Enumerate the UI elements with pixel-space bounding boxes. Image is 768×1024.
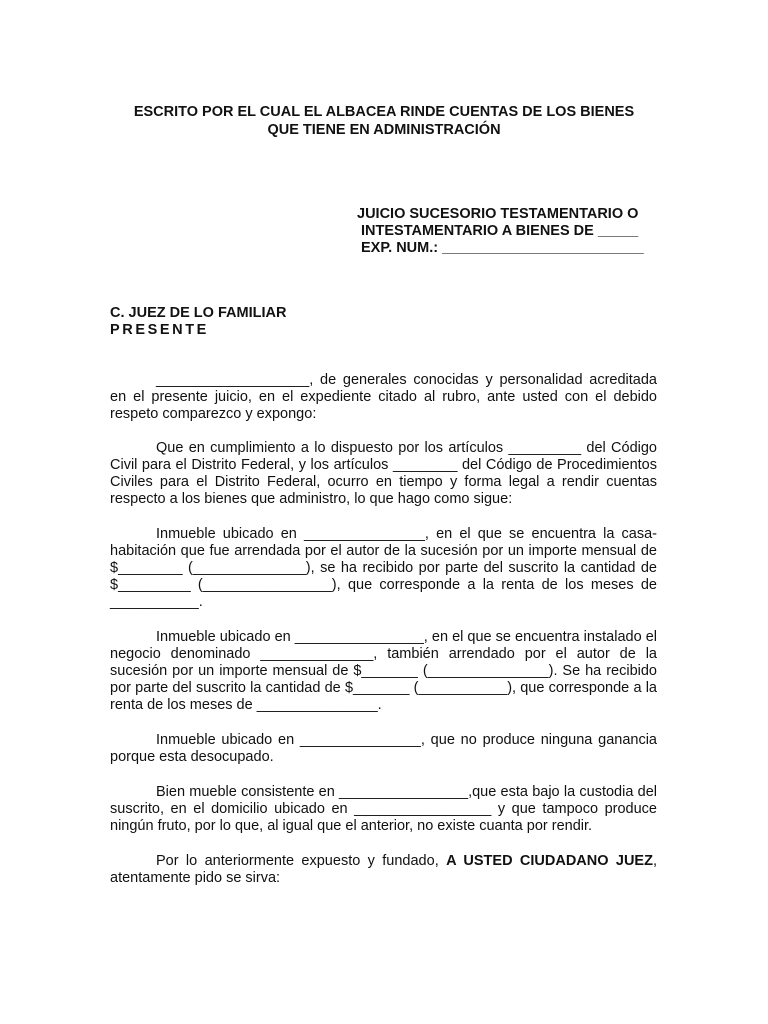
addressee-presente: PRESENTE [110, 322, 209, 338]
paragraph-property-3: Inmueble ubicado en _______________, que no produce ninguna ganancia porque esta desocupado. [110, 732, 657, 765]
closing-bold: A USTED CIUDADANO JUEZ [446, 853, 653, 869]
document-title [100, 103, 668, 139]
paragraph-property-2: Inmueble ubicado en ________________, en el que se encuentra instalado el negocio denominado ______________, también arrendado por el autor de la sucesión por un importe mensual de $_______ (_______________). Se ha recibido por parte del suscrito la cantidad de $_______ (___________), que corresponde a la renta de los meses de _______________. [110, 629, 657, 713]
title-line-2: QUE TIENE EN ADMINISTRACIÓN [267, 122, 501, 138]
paragraph-legal-basis: Que en cumplimiento a lo dispuesto por los artículos _________ del Código Civil para el Distrito Federal, y los artículos ________ del Código de Procedimientos Civiles para el Distrito Federal, ocurro en tiempo y forma legal a rendir cuentas respecto a los bienes que administro, lo que hago como sigue: [110, 440, 657, 507]
addressee-judge: C. JUEZ DE LO FAMILIAR [110, 305, 287, 321]
title-line-1: ESCRITO POR EL CUAL EL ALBACEA RINDE CUENTAS DE LOS BIENES [133, 104, 635, 120]
paragraph-introduction: ___________________, de generales conocidas y personalidad acreditada en el presente juicio, en el expediente citado al rubro, ante usted con el debido respeto comparezco y expongo: [110, 372, 657, 422]
paragraph-property-1: Inmueble ubicado en _______________, en el que se encuentra la casa-habitación que fue arrendada por el autor de la sucesión por un importe mensual de $________ (______________), se ha recibido por parte del suscrito la cantidad de $_________ (________________), que corresponde a la renta de los meses de ___________. [110, 526, 657, 610]
paragraph-closing [110, 853, 657, 887]
document-body [110, 372, 657, 905]
paragraph-movable-asset: Bien mueble consistente en ________________,que esta bajo la custodia del suscrito, en el domicilio ubicado en _________________ y que tampoco produce ningún fruto, por lo que, al igual que el anterior, no existe cuanta por rendir. [110, 784, 657, 834]
case-line-3: EXP. NUM.: _________________________ [361, 240, 644, 256]
case-line-1: JUICIO SUCESORIO TESTAMENTARIO O [357, 206, 639, 222]
case-line-2: INTESTAMENTARIO A BIENES DE _____ [361, 223, 639, 239]
closing-prefix: Por lo anteriormente expuesto y fundado, [156, 853, 447, 869]
case-heading [357, 206, 662, 257]
closing-suffix: , atentamente pido se sirva: [110, 853, 657, 886]
addressee-block [110, 305, 286, 339]
